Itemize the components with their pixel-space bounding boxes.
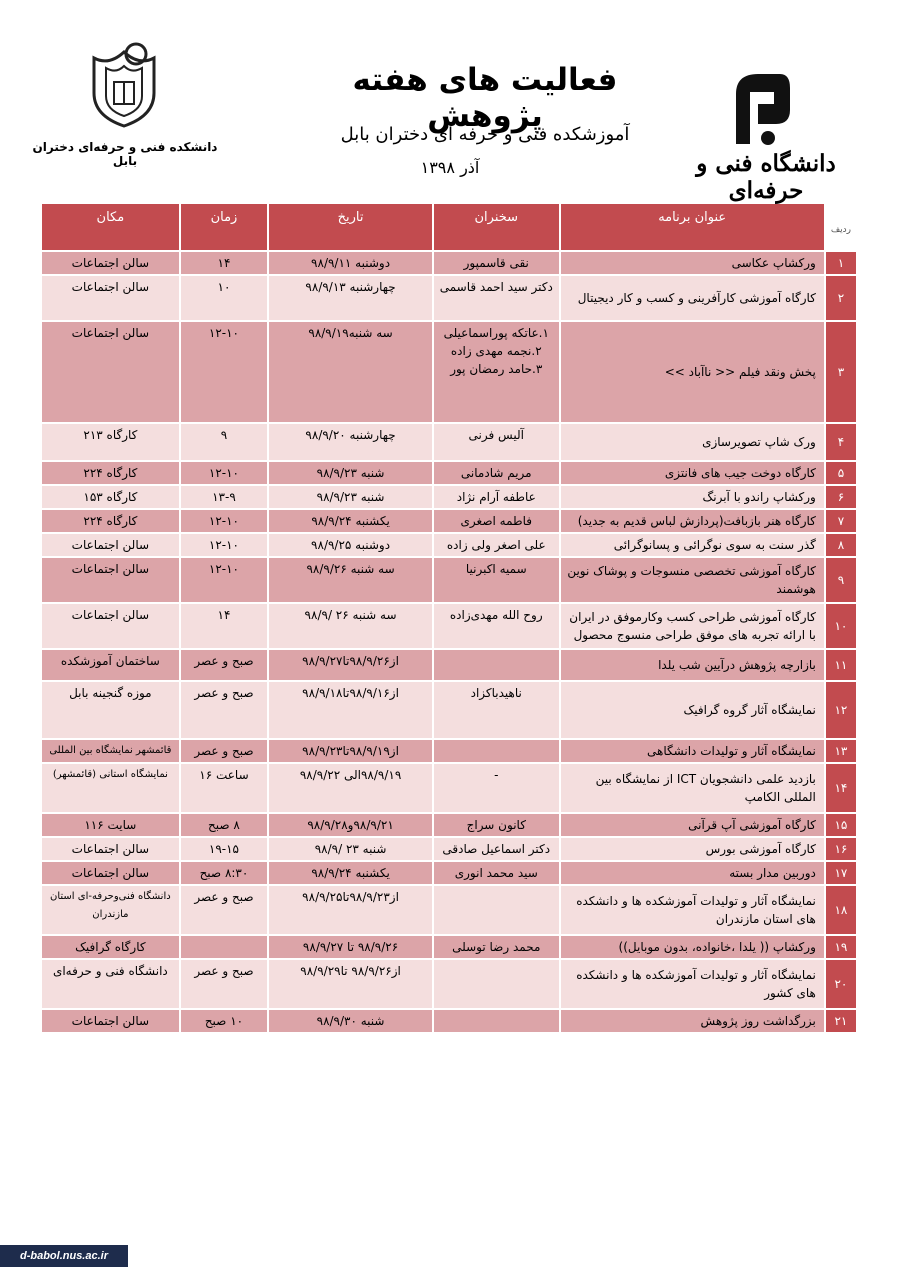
event-time: ۱۹-۱۵ (181, 838, 267, 860)
row-number: ۱۱ (826, 650, 856, 680)
table-row (42, 740, 856, 762)
speaker-name: فاطمه اصغری (434, 510, 559, 532)
speaker-name: ناهیدباکزاد (434, 682, 559, 738)
event-place: قائمشهر نمایشگاه بین المللی (42, 740, 179, 762)
event-place: سالن اجتماعات (42, 1010, 179, 1032)
row-number: ۲ (826, 276, 856, 320)
event-date: یکشنبه ۹۸/۹/۲۴ (269, 510, 432, 532)
table-row (42, 886, 856, 934)
event-date: شنبه ۹۸/۹/۲۳ (269, 486, 432, 508)
row-number: ۱۳ (826, 740, 856, 762)
table-row (42, 1010, 856, 1032)
column-header: مکان (42, 204, 179, 250)
university-name-text: دانشگاه فنی و حرفه‌ای (696, 150, 836, 204)
table-row (42, 862, 856, 884)
event-place: سالن اجتماعات (42, 534, 179, 556)
table-row (42, 462, 856, 484)
speaker-name (434, 1010, 559, 1032)
column-header: زمان (181, 204, 267, 250)
row-number: ۱۰ (826, 604, 856, 648)
event-date: از۹۸/۹/۲۶تا۹۸/۹/۲۷ (269, 650, 432, 680)
program-title: نمایشگاه آثار و تولیدات آموزشکده ها و دانشکده های استان مازندران (561, 886, 824, 934)
program-title: کارگاه هنر بازبافت(پردازش لباس قدیم به جدید) (561, 510, 824, 532)
event-place: سالن اجتماعات (42, 862, 179, 884)
event-time: ۹ (181, 424, 267, 460)
program-title: کارگاه آموزشی آپ قرآنی (561, 814, 824, 836)
speaker-name (434, 960, 559, 1008)
row-number: ۹ (826, 558, 856, 602)
event-time: صبح و عصر (181, 960, 267, 1008)
row-number: ۷ (826, 510, 856, 532)
event-date: چهارشنبه ۹۸/۹/۱۳ (269, 276, 432, 320)
speaker-name: مریم شادمانی (434, 462, 559, 484)
program-title: ورک شاپ تصویرسازی (561, 424, 824, 460)
program-title: ورکشاپ عکاسی (561, 252, 824, 274)
table-header-row (42, 204, 856, 250)
event-time: صبح و عصر (181, 682, 267, 738)
speaker-name: عاطفه آرام نژاد (434, 486, 559, 508)
page-subtitle: آموزشکده فنی و حرفه ای دختران بابل (340, 124, 630, 145)
event-place: موزه گنجینه بابل (42, 682, 179, 738)
table-row (42, 764, 856, 812)
page-date: آذر ۱۳۹۸ (420, 158, 480, 177)
event-place: دانشگاه فنی‌وحرفه-ای استان مازندران (42, 886, 179, 934)
table-row (42, 322, 856, 422)
event-time: ۱۲-۱۰ (181, 462, 267, 484)
event-time: ۱۲-۱۰ (181, 558, 267, 602)
event-place: دانشگاه فنی و حرفه‌ای (42, 960, 179, 1008)
table-row (42, 486, 856, 508)
event-date: از۹۸/۹/۱۶تا۹۸/۹/۱۸ (269, 682, 432, 738)
table-row (42, 604, 856, 648)
event-time: ۱۲-۱۰ (181, 534, 267, 556)
table-row (42, 650, 856, 680)
row-number: ۱۴ (826, 764, 856, 812)
university-logo-icon (728, 64, 798, 152)
speaker-name: محمد رضا توسلی (434, 936, 559, 958)
event-time: ۸ صبح (181, 814, 267, 836)
column-header: تاریخ (269, 204, 432, 250)
event-date: از۹۸/۹/۱۹تا۹۸/۹/۲۳ (269, 740, 432, 762)
program-title: کارگاه آموزشی تخصصی منسوجات و پوشاک نوین هوشمند (561, 558, 824, 602)
event-date: شنبه ۲۳ /۹۸/۹ (269, 838, 432, 860)
program-title: کارگاه آموزشی طراحی کسب وکارموفق در ایران با ارائه تجربه های موفق طراحی منسوج محصول (561, 604, 824, 648)
event-time: ۱۰ صبح (181, 1010, 267, 1032)
event-place: سالن اجتماعات (42, 838, 179, 860)
page-title: فعالیت های هفته پژوهش (352, 62, 618, 134)
table-row (42, 276, 856, 320)
row-number: ۱۵ (826, 814, 856, 836)
row-number: ۴ (826, 424, 856, 460)
event-time: ۱۰ (181, 276, 267, 320)
row-number: ۱۹ (826, 936, 856, 958)
speaker-name (434, 650, 559, 680)
event-date: سه شنبه ۲۶ /۹۸/۹ (269, 604, 432, 648)
table-row (42, 534, 856, 556)
program-title: کارگاه آموزشی بورس (561, 838, 824, 860)
column-header: سخنران (434, 204, 559, 250)
column-header: عنوان برنامه (561, 204, 824, 250)
row-number: ۱۷ (826, 862, 856, 884)
speaker-name: سمیه اکبرنیا (434, 558, 559, 602)
event-place: سالن اجتماعات (42, 252, 179, 274)
event-place: سالن اجتماعات (42, 558, 179, 602)
table-row (42, 814, 856, 836)
program-title: پخش ونقد فیلم << ناآباد >> (561, 322, 824, 422)
page-header (0, 0, 900, 204)
speaker-name: سید محمد انوری (434, 862, 559, 884)
program-title: گذر سنت به سوی نوگرائی و پسانوگرائی (561, 534, 824, 556)
event-time: صبح و عصر (181, 650, 267, 680)
program-title: نمایشگاه آثار و تولیدات دانشگاهی (561, 740, 824, 762)
event-place: سالن اجتماعات (42, 276, 179, 320)
event-place: سایت ۱۱۶ (42, 814, 179, 836)
event-time: ساعت ۱۶ (181, 764, 267, 812)
event-date: از۹۸/۹/۲۳تا۹۸/۹/۲۵ (269, 886, 432, 934)
event-date: ۹۸/۹/۲۶ تا ۹۸/۹/۲۷ (269, 936, 432, 958)
speaker-name: ۱.عاتکه پوراسماعیلی ۲.نجمه مهدی زاده ۳.حامد رمضان پور (434, 322, 559, 422)
event-time (181, 936, 267, 958)
program-title: دوربین مدار بسته (561, 862, 824, 884)
row-number: ۸ (826, 534, 856, 556)
event-time: ۱۴ (181, 604, 267, 648)
speaker-name: - (434, 764, 559, 812)
event-time: ۱۲-۱۰ (181, 322, 267, 422)
row-number: ۲۱ (826, 1010, 856, 1032)
speaker-name: کانون سراج (434, 814, 559, 836)
row-number: ۱۸ (826, 886, 856, 934)
event-date: یکشنبه ۹۸/۹/۲۴ (269, 862, 432, 884)
program-title: ورکشاپ (( یلدا ،خانواده، بدون موبایل)) (561, 936, 824, 958)
event-date: ۹۸/۹/۱۹الی ۹۸/۹/۲۲ (269, 764, 432, 812)
table-row (42, 510, 856, 532)
table-row (42, 558, 856, 602)
event-date: دوشنبه ۹۸/۹/۲۵ (269, 534, 432, 556)
speaker-name: نقی قاسمپور (434, 252, 559, 274)
event-place: نمایشگاه استانی (قائمشهر) (42, 764, 179, 812)
school-emblem-icon (84, 38, 164, 130)
event-date: شنبه ۹۸/۹/۲۳ (269, 462, 432, 484)
event-date: سه شنبه۹۸/۹/۱۹ (269, 322, 432, 422)
column-header: ردیف (826, 204, 856, 250)
event-date: سه شنبه ۹۸/۹/۲۶ (269, 558, 432, 602)
event-place: سالن اجتماعات (42, 322, 179, 422)
program-title: کارگاه دوخت جیب های فانتزی (561, 462, 824, 484)
row-number: ۱۶ (826, 838, 856, 860)
row-number: ۶ (826, 486, 856, 508)
table-row (42, 838, 856, 860)
event-place: کارگاه ۲۲۴ (42, 510, 179, 532)
event-date: از۹۸/۹/۲۶ تا۹۸/۹/۲۹ (269, 960, 432, 1008)
speaker-name: علی اصغر ولی زاده (434, 534, 559, 556)
row-number: ۱ (826, 252, 856, 274)
speaker-name: روح الله مهدی‌زاده (434, 604, 559, 648)
event-place: ساختمان آموزشکده (42, 650, 179, 680)
speaker-name: آلیس فرنی (434, 424, 559, 460)
row-number: ۱۲ (826, 682, 856, 738)
event-place: سالن اجتماعات (42, 604, 179, 648)
event-time: ۸:۳۰ صبح (181, 862, 267, 884)
school-name-caption: دانشکده فنی و حرفه‌ای دختران بابل (32, 140, 218, 168)
speaker-name: دکتر اسماعیل صادقی (434, 838, 559, 860)
program-title: ورکشاپ راندو با آبرنگ (561, 486, 824, 508)
event-date: ۹۸/۹/۲۱و۹۸/۹/۲۸ (269, 814, 432, 836)
event-place: کارگاه گرافیک (42, 936, 179, 958)
speaker-name (434, 740, 559, 762)
event-date: چهارشنبه ۹۸/۹/۲۰ (269, 424, 432, 460)
table-row (42, 424, 856, 460)
event-place: کارگاه ۱۵۳ (42, 486, 179, 508)
event-time: صبح و عصر (181, 886, 267, 934)
program-title: نمایشگاه آثار و تولیدات آموزشکده ها و دانشکده های کشور (561, 960, 824, 1008)
table-row (42, 960, 856, 1008)
event-time: ۱۳-۹ (181, 486, 267, 508)
event-time: ۱۴ (181, 252, 267, 274)
table-row (42, 252, 856, 274)
event-time: ۱۲-۱۰ (181, 510, 267, 532)
activities-table (40, 202, 858, 1034)
speaker-name: دکتر سید احمد قاسمی (434, 276, 559, 320)
row-number: ۳ (826, 322, 856, 422)
table-row (42, 682, 856, 738)
program-title: بازارچه پژوهش درآیین شب یلدا (561, 650, 824, 680)
event-place: کارگاه ۲۱۳ (42, 424, 179, 460)
row-number: ۵ (826, 462, 856, 484)
program-title: کارگاه آموزشی کارآفرینی و کسب و کار دیجیتال (561, 276, 824, 320)
table-row (42, 936, 856, 958)
program-title: بزرگداشت روز پژوهش (561, 1010, 824, 1032)
program-title: نمایشگاه آثار گروه گرافیک (561, 682, 824, 738)
event-date: دوشنبه ۹۸/۹/۱۱ (269, 252, 432, 274)
event-date: شنبه ۹۸/۹/۳۰ (269, 1010, 432, 1032)
row-number: ۲۰ (826, 960, 856, 1008)
program-title: بازدید علمی دانشجویان ICT از نمایشگاه بین المللی الکامپ (561, 764, 824, 812)
event-place: کارگاه ۲۲۴ (42, 462, 179, 484)
site-url-label: d-babol.nus.ac.ir (0, 1245, 128, 1267)
speaker-name (434, 886, 559, 934)
event-time: صبح و عصر (181, 740, 267, 762)
